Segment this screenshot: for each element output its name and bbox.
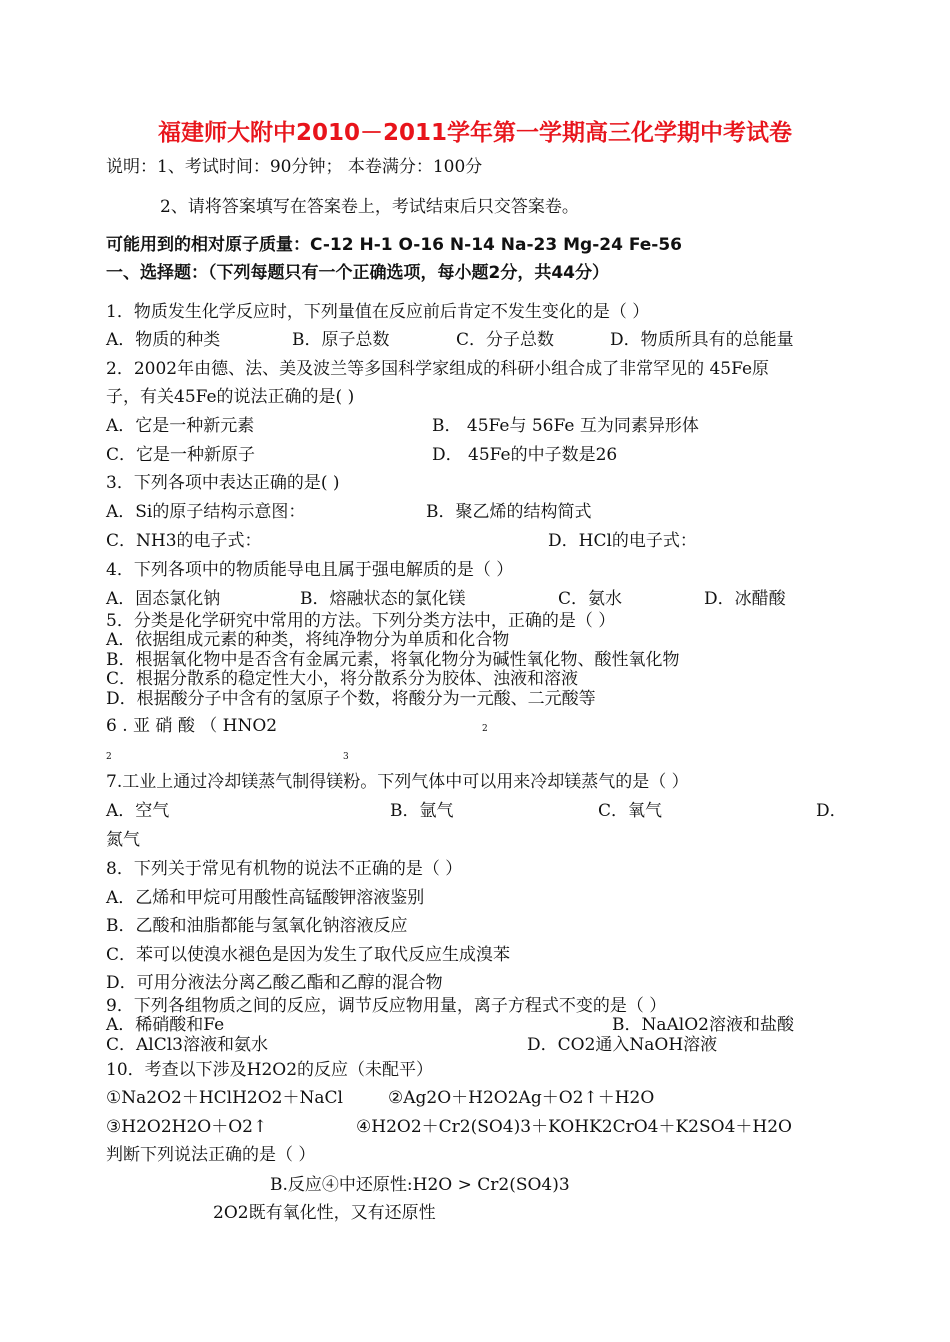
question-4-option-c: C．氨水 [558,589,623,609]
question-9-option-c: C．AlCl3溶液和氨水 [106,1035,268,1055]
question-5-option-d: D．根据酸分子中含有的氢原子个数，将酸分为一元酸、二元酸等 [106,689,596,709]
question-9-option-b: B．NaAlO2溶液和盐酸 [612,1015,794,1035]
question-4-option-a: A．固态氯化钠 [106,589,221,609]
question-7-option-c: C．氧气 [598,801,663,821]
question-4-stem: 4．下列各项中的物质能导电且属于强电解质的是（ ） [106,560,514,580]
question-5-option-c: C．根据分散系的稳定性大小，将分散系分为胶体、浊液和溶液 [106,669,579,689]
exam-note-1: 说明：1、考试时间：90分钟； 本卷满分：100分 [106,157,483,177]
question-9-option-a: A．稀硝酸和Fe [106,1015,225,1035]
question-3-option-a: A．Si的原子结构示意图： [106,502,306,522]
question-7-stem: 7.工业上通过冷却镁蒸气制得镁粉。下列气体中可以用来冷却镁蒸气的是（ ） [106,772,689,792]
question-1-option-d: D．物质所具有的总能量 [610,330,794,350]
question-10-fragment: 2O2既有氧化性，又有还原性 [213,1203,436,1223]
question-8-option-b: B．乙酸和油脂都能与氢氧化钠溶液反应 [106,916,408,936]
question-4-option-d: D．冰醋酸 [704,589,786,609]
reaction-4: ④H2O2＋Cr2(SO4)3＋KOHK2CrO4＋K2SO4＋H2O [356,1117,792,1137]
question-10-option-b: B.反应④中还原性:H2O > Cr2(SO4)3 [270,1175,570,1195]
reaction-3: ③H2O2H2O＋O2↑ [106,1117,268,1137]
question-3-option-d: D．HCl的电子式： [548,531,697,551]
question-6-fragment: 2 [482,724,488,734]
atomic-masses: 可能用到的相对原子质量：C-12 H-1 O-16 N-14 Na-23 Mg-24 Fe-56 [106,235,682,255]
question-4-option-b: B．熔融状态的氯化镁 [300,589,466,609]
question-1-option-b: B．原子总数 [292,330,390,350]
question-2-stem-cont: 子，有关45Fe的说法正确的是( ) [106,387,355,407]
question-5-option-a: A．依据组成元素的种类，将纯净物分为单质和化合物 [106,630,510,650]
exam-note-2: 2、请将答案填写在答案卷上，考试结束后只交答案卷。 [160,197,579,217]
question-1-stem: 1．物质发生化学反应时，下列量值在反应前后肯定不发生变化的是（ ） [106,302,650,322]
reaction-2: ②Ag2O＋H2O2Ag＋O2↑＋H2O [388,1088,655,1108]
question-3-stem: 3．下列各项中表达正确的是( ) [106,473,340,493]
question-6-fragment: 3 [343,752,349,762]
question-1-option-a: A．物质的种类 [106,330,221,350]
question-7-option-d: D． [816,801,847,821]
section-heading: 一、选择题：（下列每题只有一个正确选项，每小题2分，共44分） [106,263,609,283]
question-10-stem: 10．考查以下涉及H2O2的反应（未配平） [106,1060,434,1080]
page-title: 福建师大附中2010－2011学年第一学期高三化学期中考试卷 [157,120,793,146]
question-6-stem: 6 . 亚 硝 酸 （ HNO2 [106,716,278,736]
question-6-fragment: 2 [106,752,112,762]
question-8-stem: 8．下列关于常见有机物的说法不正确的是（ ） [106,859,463,879]
question-2-option-c: C．它是一种新原子 [106,445,256,465]
question-10-prompt: 判断下列说法正确的是（ ） [106,1145,316,1165]
question-2-option-b: B． 45Fe与 56Fe 互为同素异形体 [432,416,699,436]
question-5-stem: 5．分类是化学研究中常用的方法。下列分类方法中，正确的是（ ） [106,611,616,631]
question-2-stem: 2．2002年由德、法、美及波兰等多国科学家组成的科研小组合成了非常罕见的 45Fe原 [106,359,770,379]
question-9-option-d: D．CO2通入NaOH溶液 [527,1035,718,1055]
question-9-stem: 9．下列各组物质之间的反应，调节反应物用量，离子方程式不变的是（ ） [106,996,667,1016]
question-7-option-b: B．氩气 [390,801,454,821]
question-7-option-a: A．空气 [106,801,170,821]
question-8-option-d: D．可用分液法分离乙酸乙酯和乙醇的混合物 [106,973,443,993]
question-2-option-d: D． 45Fe的中子数是26 [432,445,618,465]
question-3-option-b: B．聚乙烯的结构简式 [426,502,592,522]
question-8-option-a: A．乙烯和甲烷可用酸性高锰酸钾溶液鉴别 [106,888,425,908]
question-1-option-c: C．分子总数 [456,330,555,350]
question-5-option-b: B．根据氧化物中是否含有金属元素，将氧化物分为碱性氧化物、酸性氧化物 [106,650,680,670]
question-3-option-c: C．NH3的电子式： [106,531,262,551]
question-8-option-c: C．苯可以使溴水褪色是因为发生了取代反应生成溴苯 [106,945,511,965]
question-2-option-a: A．它是一种新元素 [106,416,255,436]
question-7-option-d-cont: 氮气 [106,830,140,850]
reaction-1: ①Na2O2＋HClH2O2＋NaCl [106,1088,343,1108]
